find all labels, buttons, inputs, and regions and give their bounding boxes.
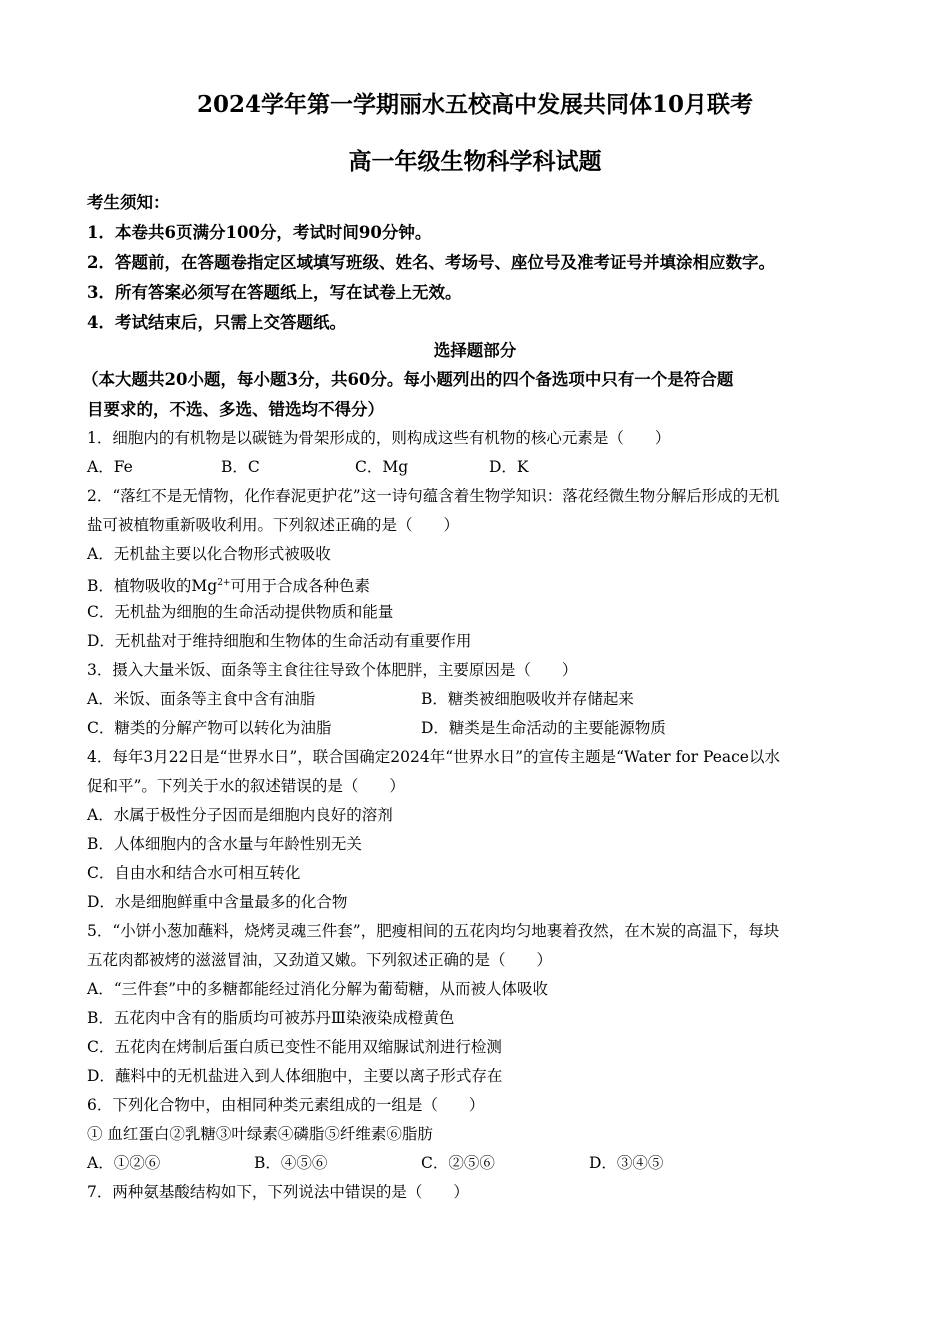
question-5-option-b: B．五花肉中含有的脂质均可被苏丹Ⅲ染液染成橙黄色: [87, 1009, 455, 1027]
question-6-option-c: C．②⑤⑥: [421, 1154, 495, 1172]
question-4-stem: 促和平”。下列关于水的叙述错误的是（ ）: [87, 777, 405, 795]
question-6-list: ① 血红蛋白②乳糖③叶绿素④磷脂⑤纤维素⑥脂肪: [87, 1125, 433, 1143]
question-1-option-b: B．C: [221, 458, 260, 476]
section-title: 选择题部分: [433, 341, 517, 360]
question-3-option-d: D．糖类是生命活动的主要能源物质: [421, 719, 666, 737]
question-4-option-a: A．水属于极性分子因而是细胞内良好的溶剂: [87, 806, 393, 824]
question-2-option-a: A．无机盐主要以化合物形式被吸收: [87, 545, 331, 563]
question-3-option-a: A．米饭、面条等主食中含有油脂: [87, 690, 316, 708]
question-6-option-b: B．④⑤⑥: [254, 1154, 328, 1172]
charge-superscript: 2+: [217, 578, 231, 588]
notice-item: 3．所有答案必须写在答题纸上，写在试卷上无效。: [87, 283, 462, 302]
question-2-option-b: [87, 573, 370, 596]
question-5-stem: 五花肉都被烤的滋滋冒油，又劲道又嫩。下列叙述正确的是（ ）: [87, 951, 553, 969]
question-2-stem: 2．“落红不是无情物，化作春泥更护花”这一诗句蕴含着生物学知识：落花经微生物分解后形成的无机: [87, 487, 780, 505]
question-1-stem: 1．细胞内的有机物是以碳链为骨架形成的，则构成这些有机物的核心元素是（ ）: [87, 429, 671, 447]
question-5-option-d: D．蘸料中的无机盐进入到人体细胞中，主要以离子形式存在: [87, 1067, 503, 1085]
question-4-option-d: D．水是细胞鲜重中含量最多的化合物: [87, 893, 348, 911]
notice-item: 1．本卷共6页满分100分，考试时间90分钟。: [87, 223, 432, 242]
question-1-option-c: C．Mg: [355, 458, 409, 476]
option-b-text: 可用于合成各种色素: [230, 577, 370, 595]
question-4-option-c: C．自由水和结合水可相互转化: [87, 864, 301, 882]
question-6-stem: 6．下列化合物中，由相同种类元素组成的一组是（ ）: [87, 1096, 485, 1114]
question-6-option-d: D．③④⑤: [589, 1154, 664, 1172]
question-5-option-a: A．“三件套”中的多糖都能经过消化分解为葡萄糖，从而被人体吸收: [87, 980, 549, 998]
question-6-option-a: A．①②⑥: [87, 1154, 161, 1172]
question-3-option-b: B．糖类被细胞吸收并存储起来: [421, 690, 634, 708]
question-3-option-c: C．糖类的分解产物可以转化为油脂: [87, 719, 332, 737]
question-2-stem: 盐可被植物重新吸收利用。下列叙述正确的是（ ）: [87, 516, 460, 534]
question-4-stem: 4．每年3月22日是“世界水日”，联合国确定2024年“世界水日”的宣传主题是“Water for Peace以水: [87, 748, 780, 766]
exam-subtitle: 高一年级生物科学科试题: [348, 148, 602, 175]
option-b-text: B．植物吸收的Mg: [87, 577, 218, 595]
question-7-stem: 7．两种氨基酸结构如下，下列说法中错误的是（ ）: [87, 1183, 469, 1201]
section-instructions: （本大题共20小题，每小题3分，共60分。每小题列出的四个备选项中只有一个是符合题: [82, 370, 734, 389]
question-1-option-a: A．Fe: [87, 458, 133, 476]
section-instructions: 目要求的，不选、多选、错选均不得分）: [87, 400, 384, 419]
exam-title: 2024学年第一学期丽水五校高中发展共同体10月联考: [196, 91, 754, 118]
question-2-option-d: D．无机盐对于维持细胞和生物体的生命活动有重要作用: [87, 632, 472, 650]
question-3-stem: 3．摄入大量米饭、面条等主食往往导致个体肥胖，主要原因是（ ）: [87, 661, 578, 679]
question-2-option-c: C．无机盐为细胞的生命活动提供物质和能量: [87, 603, 394, 621]
question-5-option-c: C．五花肉在烤制后蛋白质已变性不能用双缩脲试剂进行检测: [87, 1038, 502, 1056]
question-5-stem: 5．“小饼小葱加蘸料，烧烤灵魂三件套”，肥瘦相间的五花肉均匀地裹着孜然，在木炭的高温下，每块: [87, 922, 780, 940]
question-4-option-b: B．人体细胞内的含水量与年龄性别无关: [87, 835, 362, 853]
notice-heading: 考生须知：: [87, 193, 170, 212]
notice-item: 2．答题前，在答题卷指定区域填写班级、姓名、考场号、座位号及准考证号并填涂相应数字。: [87, 253, 775, 272]
question-1-option-d: D．K: [489, 458, 529, 476]
notice-item: 4．考试结束后，只需上交答题纸。: [87, 313, 346, 332]
